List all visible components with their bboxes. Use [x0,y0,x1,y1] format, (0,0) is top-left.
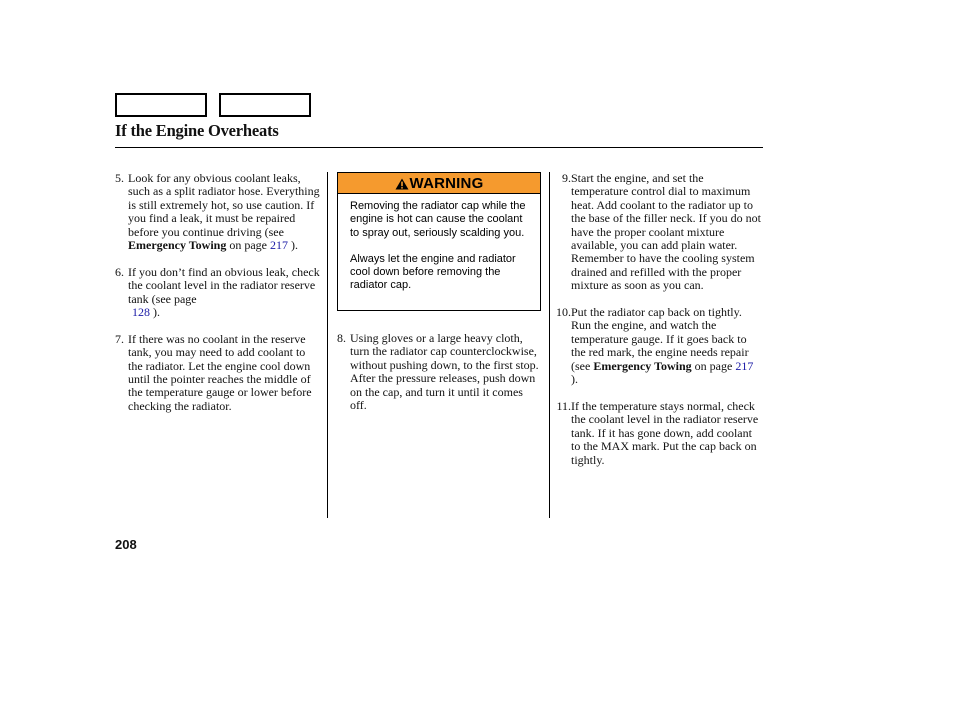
step-number: 6. [115,264,124,279]
on-page-label: on page [694,358,733,373]
step-7 [112,333,322,413]
step-body: If there was no coolant in the reserve tank, you may need to add coolant to the radiator. Let the engine cool down until the pointer reaches the middle of the temperature gauge or lower before checking the radiator. [128,331,312,413]
step-tail: ). [291,238,298,253]
step-11 [555,400,763,467]
step-number: 10. [556,305,571,320]
step-body: Start the engine, and set the temperature control dial to maximum heat. Add coolant to the radiator up to the base of the filler neck. If you do not have the proper coolant mixture available, you can add plain water. Remember to have the cooling system drained and refilled with the proper mixture as soon as you can. [571,171,761,293]
warning-paragraph: Always let the engine and radiator cool down before removing the radiator cap. [350,252,516,292]
step-body: If the temperature stays normal, check the coolant level in the radiator reserve tank. If it has gone down, add coolant to the MAX mark. Put the cap back on tightly. [571,398,759,467]
step-number: 8. [337,331,346,345]
page-link-217[interactable]: 217 [270,238,288,253]
step-6 [112,266,322,320]
nav-button-next[interactable] [219,93,311,117]
step-number: 9. [562,171,571,185]
step-text [128,266,322,320]
step-number: 11. [556,398,571,413]
step-body: If you don’t find an obvious leak, check the coolant level in the radiator reserve tank (see page [128,264,320,306]
middle-column [334,332,542,426]
step-number: 7. [115,331,124,346]
page-link-128[interactable]: 128 [132,305,150,320]
warning-header [338,173,540,194]
column-divider-left [327,172,328,518]
on-page-label: on page [229,238,267,253]
step-tail: ). [571,372,578,387]
warning-body [338,194,540,293]
warning-label: WARNING [409,174,484,192]
step-9 [555,172,763,293]
page-link-217[interactable]: 217 [735,358,754,373]
step-body: Look for any obvious coolant leaks, such as a split radiator hose. Everything is still extremely hot, so use caution. If you find a leak, it must be repaired before you continue driving (see [128,171,320,239]
nav-button-previous[interactable] [115,93,207,117]
left-column [112,172,322,427]
step-body: Using gloves or a large heavy cloth, turn the radiator cap counterclockwise, without pushing down, to the first stop. After the pressure releases, push down on the cap, and turn it until it comes off. [350,331,539,413]
cross-reference: Emergency Towing [593,358,692,373]
step-5 [112,172,322,252]
page-number: 208 [115,537,137,552]
step-8 [334,332,542,412]
step-tail: ). [153,305,160,320]
cross-reference: Emergency Towing [128,238,227,253]
step-10 [555,306,763,386]
warning-paragraph: Removing the radiator cap while the engine is hot can cause the coolant to spray out, seriously scalding you. [350,200,526,239]
column-divider-right [549,172,550,518]
warning-triangle-icon [395,177,409,189]
right-column [555,172,763,480]
step-body: Put the radiator cap back on tightly. Run the engine, and watch the temperature gauge. If it goes back to the red mark, the engine needs repair (see [571,305,749,373]
warning-box [337,172,541,311]
title-divider [115,147,763,148]
step-number: 5. [115,171,124,185]
step-text [128,172,322,252]
step-text [571,306,763,386]
page-title: If the Engine Overheats [115,121,279,140]
